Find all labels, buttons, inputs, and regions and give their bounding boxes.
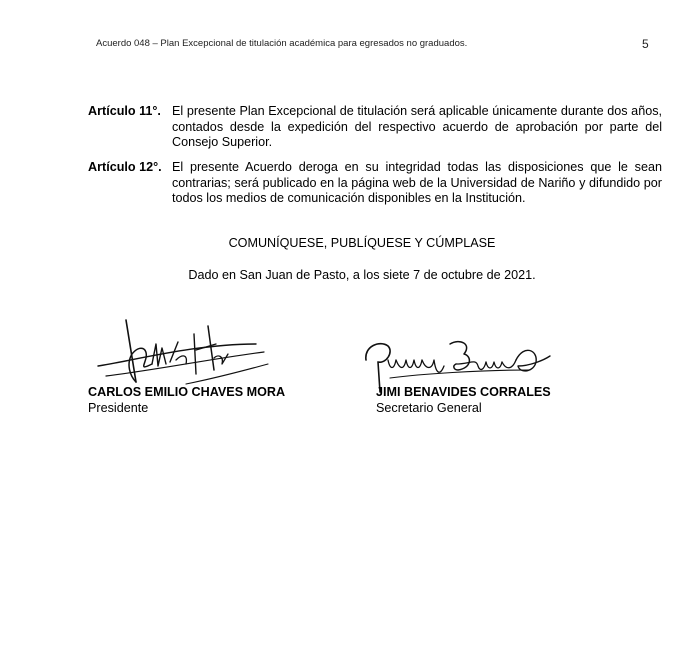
signatory-name: CARLOS EMILIO CHAVES MORA [88,385,286,399]
signatory-role: Secretario General [376,401,482,415]
signatory-name: JIMI BENAVIDES CORRALES [376,385,551,399]
article-text: El presente Plan Excepcional de titulación será aplicable únicamente durante dos años, contados desde la expedición del respectivo acuerdo de aprobación por parte del Consejo Superior. [172,104,662,149]
article-label: Artículo 11°. [88,104,161,118]
place-and-date: Dado en San Juan de Pasto, a los siete 7 de octubre de 2021. [188,268,536,282]
document-header: Acuerdo 048 – Plan Excepcional de titulación académica para egresados no graduados. [96,38,468,49]
article-11 [88,104,662,151]
closing-formula: COMUNÍQUESE, PUBLÍQUESE Y CÚMPLASE [228,236,496,250]
page-number: 5 [642,37,649,51]
signatory-president [88,385,285,415]
signatory-secretary [376,385,551,415]
signatory-role: Presidente [88,401,149,415]
article-label: Artículo 12°. [88,160,162,174]
article-text: El presente Acuerdo deroga en su integridad todas las disposiciones que le sean contrarias; será publicado en la página web de la Universidad de Nariño y difundido por todos los medios de comunicación disponibles en la Institución. [172,160,662,205]
article-12 [88,160,662,207]
